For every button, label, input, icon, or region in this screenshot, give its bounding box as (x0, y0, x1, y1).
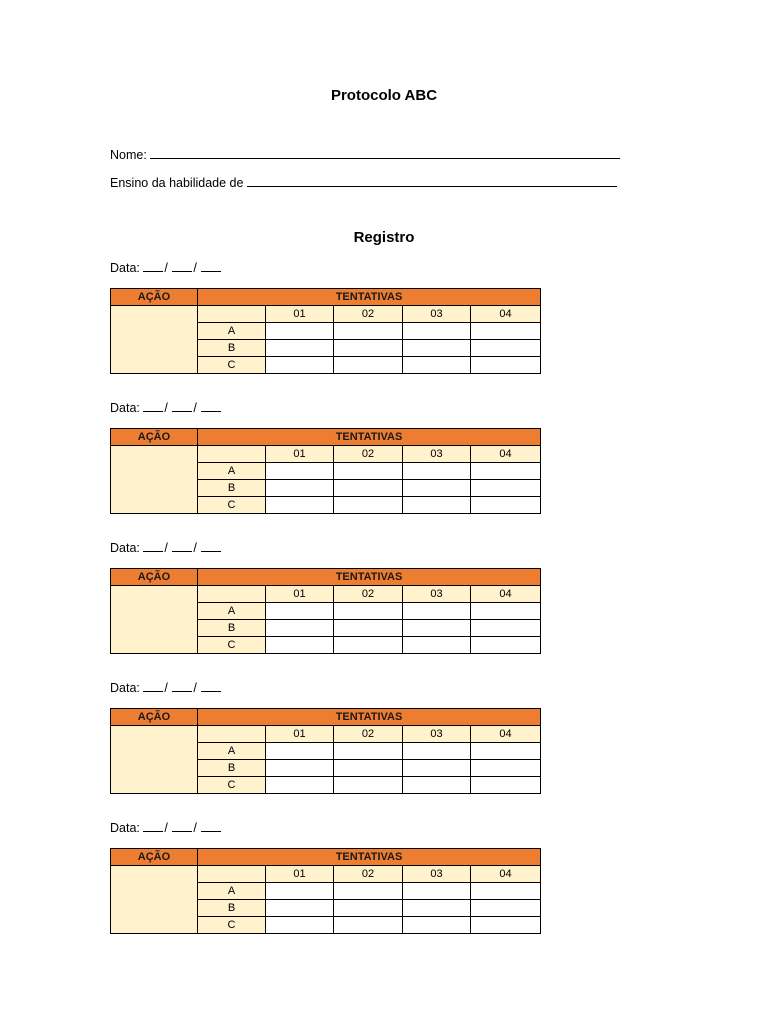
record-session (110, 400, 540, 514)
date-day-blank (143, 680, 163, 692)
date-month-blank (172, 400, 192, 412)
attempt-cell (266, 603, 334, 620)
attempt-cell (471, 620, 541, 637)
skill-line (110, 174, 617, 190)
row-label: B (198, 480, 266, 497)
attempt-number: 02 (334, 726, 403, 743)
attempt-cell (471, 357, 541, 374)
record-session (110, 680, 540, 794)
attempts-header: TENTATIVAS (198, 569, 541, 586)
date-separator: / (193, 261, 197, 275)
corner-cell (198, 446, 266, 463)
date-separator: / (164, 541, 168, 555)
attempt-cell (403, 637, 471, 654)
attempt-cell (403, 357, 471, 374)
attempt-numbers-row (111, 586, 541, 603)
row-label: B (198, 760, 266, 777)
attempt-cell (266, 480, 334, 497)
row-label: B (198, 620, 266, 637)
attempt-cell (266, 917, 334, 934)
row-label: C (198, 777, 266, 794)
attempt-number: 03 (403, 726, 471, 743)
attempt-cell (266, 340, 334, 357)
action-header: AÇÃO (111, 569, 198, 586)
attempt-cell (334, 357, 403, 374)
attempts-table (110, 708, 541, 794)
attempts-header: TENTATIVAS (198, 289, 541, 306)
attempt-cell (471, 463, 541, 480)
attempt-numbers-row (111, 306, 541, 323)
attempt-number: 03 (403, 586, 471, 603)
attempt-number: 01 (266, 306, 334, 323)
name-label: Nome: (110, 148, 147, 162)
attempt-numbers-row (111, 446, 541, 463)
attempt-number: 02 (334, 306, 403, 323)
attempt-cell (334, 620, 403, 637)
date-month-blank (172, 260, 192, 272)
record-session (110, 820, 540, 934)
attempt-numbers-row (111, 726, 541, 743)
attempt-cell (266, 777, 334, 794)
date-separator: / (164, 401, 168, 415)
attempt-cell (334, 323, 403, 340)
date-label: Data: (110, 261, 140, 275)
attempts-table (110, 848, 541, 934)
attempt-cell (334, 900, 403, 917)
attempt-cell (471, 603, 541, 620)
attempt-cell (471, 760, 541, 777)
attempt-number: 01 (266, 586, 334, 603)
section-title: Registro (353, 229, 415, 246)
action-cell (111, 306, 198, 374)
attempt-number: 03 (403, 306, 471, 323)
attempt-number: 04 (471, 306, 541, 323)
attempt-number: 01 (266, 726, 334, 743)
action-cell (111, 446, 198, 514)
attempt-cell (403, 497, 471, 514)
attempt-cell (471, 900, 541, 917)
attempt-number: 02 (334, 586, 403, 603)
date-separator: / (193, 821, 197, 835)
name-blank (150, 146, 620, 159)
date-separator: / (193, 401, 197, 415)
attempt-cell (403, 620, 471, 637)
attempt-number: 02 (334, 866, 403, 883)
attempt-cell (471, 883, 541, 900)
action-cell (111, 726, 198, 794)
date-separator: / (164, 821, 168, 835)
date-month-blank (172, 540, 192, 552)
attempt-cell (334, 637, 403, 654)
table-header-row (111, 429, 541, 446)
attempt-cell (403, 603, 471, 620)
attempt-number: 04 (471, 446, 541, 463)
date-label: Data: (110, 681, 140, 695)
date-year-blank (201, 260, 221, 272)
date-year-blank (201, 820, 221, 832)
attempt-cell (266, 620, 334, 637)
record-session (110, 540, 540, 654)
attempt-cell (471, 323, 541, 340)
attempt-cell (471, 917, 541, 934)
attempts-header: TENTATIVAS (198, 429, 541, 446)
attempt-cell (403, 340, 471, 357)
attempt-cell (403, 463, 471, 480)
table-header-row (111, 569, 541, 586)
attempt-cell (334, 883, 403, 900)
attempt-cell (471, 480, 541, 497)
date-line (110, 820, 540, 836)
attempt-cell (266, 463, 334, 480)
corner-cell (198, 586, 266, 603)
attempt-cell (266, 883, 334, 900)
date-line (110, 260, 540, 276)
action-cell (111, 586, 198, 654)
date-line (110, 540, 540, 556)
date-line (110, 400, 540, 416)
attempt-cell (266, 497, 334, 514)
attempts-table (110, 568, 541, 654)
attempt-cell (471, 340, 541, 357)
attempt-cell (403, 760, 471, 777)
action-header: AÇÃO (111, 849, 198, 866)
attempt-cell (403, 900, 471, 917)
attempt-cell (471, 777, 541, 794)
date-line (110, 680, 540, 696)
attempt-cell (471, 743, 541, 760)
row-label: B (198, 340, 266, 357)
corner-cell (198, 306, 266, 323)
attempt-cell (266, 760, 334, 777)
date-separator: / (164, 261, 168, 275)
attempt-cell (403, 743, 471, 760)
attempt-cell (403, 777, 471, 794)
date-year-blank (201, 680, 221, 692)
attempt-cell (334, 760, 403, 777)
date-month-blank (172, 820, 192, 832)
date-day-blank (143, 820, 163, 832)
date-day-blank (143, 540, 163, 552)
row-label: C (198, 357, 266, 374)
record-session (110, 260, 540, 374)
attempts-table (110, 428, 541, 514)
attempt-cell (334, 340, 403, 357)
attempt-number: 04 (471, 726, 541, 743)
date-year-blank (201, 400, 221, 412)
attempt-number: 04 (471, 866, 541, 883)
page-title: Protocolo ABC (330, 87, 438, 104)
attempt-cell (471, 637, 541, 654)
attempt-cell (266, 357, 334, 374)
table-header-row (111, 849, 541, 866)
corner-cell (198, 726, 266, 743)
date-year-blank (201, 540, 221, 552)
attempts-header: TENTATIVAS (198, 849, 541, 866)
attempt-cell (334, 603, 403, 620)
date-day-blank (143, 400, 163, 412)
skill-blank (247, 174, 617, 187)
attempt-cell (266, 900, 334, 917)
attempt-cell (471, 497, 541, 514)
date-label: Data: (110, 401, 140, 415)
action-cell (111, 866, 198, 934)
skill-label: Ensino da habilidade de (110, 176, 244, 190)
date-label: Data: (110, 541, 140, 555)
attempt-cell (403, 480, 471, 497)
attempt-number: 04 (471, 586, 541, 603)
attempt-cell (266, 637, 334, 654)
attempt-number: 01 (266, 866, 334, 883)
action-header: AÇÃO (111, 709, 198, 726)
row-label: C (198, 637, 266, 654)
attempt-cell (266, 323, 334, 340)
row-label: C (198, 497, 266, 514)
attempt-number: 01 (266, 446, 334, 463)
attempt-cell (334, 497, 403, 514)
row-label: A (198, 883, 266, 900)
attempt-cell (334, 777, 403, 794)
action-header: AÇÃO (111, 289, 198, 306)
attempt-cell (334, 917, 403, 934)
row-label: A (198, 323, 266, 340)
table-header-row (111, 289, 541, 306)
attempts-table (110, 288, 541, 374)
date-separator: / (164, 681, 168, 695)
attempt-cell (403, 883, 471, 900)
date-month-blank (172, 680, 192, 692)
action-header: AÇÃO (111, 429, 198, 446)
table-header-row (111, 709, 541, 726)
attempt-number: 03 (403, 446, 471, 463)
corner-cell (198, 866, 266, 883)
name-line (110, 146, 620, 162)
row-label: C (198, 917, 266, 934)
row-label: B (198, 900, 266, 917)
attempt-cell (334, 743, 403, 760)
date-separator: / (193, 681, 197, 695)
row-label: A (198, 463, 266, 480)
row-label: A (198, 743, 266, 760)
date-separator: / (193, 541, 197, 555)
attempt-cell (403, 323, 471, 340)
attempt-cell (334, 463, 403, 480)
attempt-number: 02 (334, 446, 403, 463)
date-label: Data: (110, 821, 140, 835)
attempts-header: TENTATIVAS (198, 709, 541, 726)
attempt-cell (334, 480, 403, 497)
attempt-cell (266, 743, 334, 760)
attempt-number: 03 (403, 866, 471, 883)
date-day-blank (143, 260, 163, 272)
row-label: A (198, 603, 266, 620)
attempt-numbers-row (111, 866, 541, 883)
attempt-cell (403, 917, 471, 934)
